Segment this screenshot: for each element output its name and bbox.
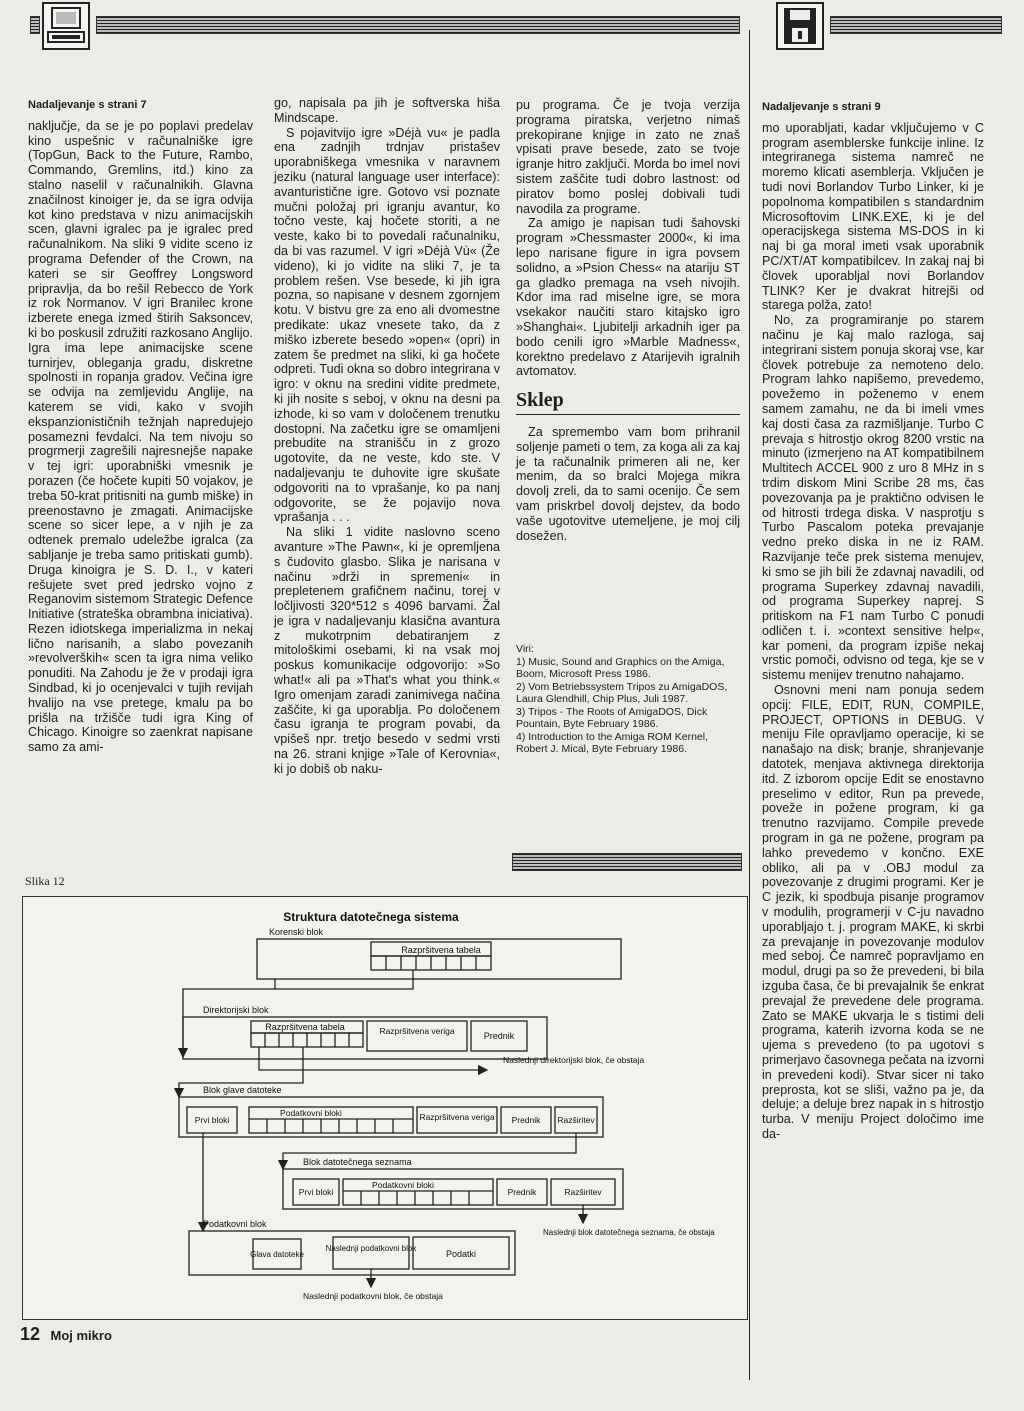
first-blocks-label: Prvi bloki <box>298 1187 334 1197</box>
ext-block-label: Blok datotečnega seznama <box>303 1157 412 1167</box>
column-1 <box>28 98 253 755</box>
hash-chain-label: Razpršitvena veriga <box>379 1026 455 1036</box>
column-2 <box>274 96 500 777</box>
end-bar <box>512 853 742 871</box>
data-block-label: Podatkovni blok <box>203 1219 267 1229</box>
hash-table-label: Razpršitvena tabela <box>265 1022 345 1032</box>
references <box>516 643 740 756</box>
dir-block-label: Direktorijski blok <box>203 1005 269 1015</box>
root-block-label: Korenski blok <box>269 927 324 937</box>
first-blocks-label: Prvi bloki <box>194 1115 230 1125</box>
page-footer <box>20 1324 112 1345</box>
parent-label: Prednik <box>511 1115 541 1125</box>
column-divider <box>749 30 750 1380</box>
paragraph: pu programa. Če je tvoja verzija programa piratska, verjetno nimaš prekopirane knjige in zato ne znaš vpisati prave besede, zato se tvoje igranje hitro zaključi. Morda bo imel novi sistem zaščite tudi dobro lastnost: od piratov bomo poslej dobivali tudi navodila za programe. <box>516 98 740 216</box>
diagram-svg <box>23 897 747 1319</box>
data-blocks-label: Podatkovni bloki <box>372 1180 434 1190</box>
magazine-name: Moj mikro <box>50 1328 112 1343</box>
column-4 <box>762 100 984 1142</box>
section-title: Sklep <box>516 389 564 412</box>
file-header-label: Glava datoteke <box>250 1250 304 1259</box>
paragraph: S pojavitvijo igre »Déjà vu« je padla ena zadnjih trdnjav pristašev uporabniškega vmesnika v naravnem jeziku (natural language user interface): avanturistične igre. Gotovo vsi poznate mučni položaj pri igranju avantur, ko točno veste, kaj hočete storiti, a ne veste, kako bi to povedali računalniku, da bi vas razumel. V igri »Déjà Vù« (Že videno), ki jo vidite na sliki 7, je ta problem rešen. Vse besede, ki jih igra pozna, so napisane v desnem zgornjem kotu. V bistvu gre za eno ali dvomestne predikate: ukaz vnesete tako, da z miško izberete besedo »open« (opri) in zatem še predmet na sliki, ki ga hočete odpreti. Tudi okna so dobro integrirana v igro: v oknu na sredini vidite predmete, ki jih nosite s seboj, v oknu na desni pa izhode, ki so vam v določenem trenutku dostopni. Na začetku igre se omamljeni prebudite na stranišču in z grozo ugotovite, da ne veste, kdo ste. V nadaljevanju te duhovite igre skušate odgovoriti na to vprašanje, ko pa nanj odgovorite, se že pojavijo nova vprašanja . . . <box>274 125 500 525</box>
continued-from-label: Nadaljevanje s strani 9 <box>762 101 881 113</box>
paragraph: go, napisala pa jih je softverska hiša Mindscape. <box>274 96 500 125</box>
parent-label: Prednik <box>507 1187 537 1197</box>
data-blocks-label: Podatkovni bloki <box>280 1108 342 1118</box>
paragraph: Osnovni meni nam ponuja sedem opcij: FILE, EDIT, RUN, COMPILE, PROJECT, OPTIONS in DEBUG. V meniju File opravljamo operacije, ki se nanašajo na disk; branje, shranjevanje datotek, menjava aktivnega direktorija itd. Z izborom opcije Edit se enostavno preselimo v editor, Run pa prevede, poveže in požene program, ki ga trenutno razvijamo. Compile prevede program in ga ne požene, program pa lahko prevedemo v končno. EXE obliko, ali pa v .OBJ modul za povezovanje z drugimi programi. Ker je C jezik, ki spodbuja pisanje programov v modulih, programerji v C-ju navadno uporabljajo t. j. program MAKE, ki skrbi za prevajanje in povezovanje modulov med seboj. Če namreč popravljamo en modul, drugi pa so že prevedeni, bi bila izguba časa, če bi prevajalnik še enkrat prevajal že prevedene dele programa. Zato se MAKE ukvarja le s tistimi deli programa, katerih izvorna koda se ne ujema s prevedeno (to pa ugotovi s primerjavo časovnega pečata na izvorni in prevedeni kodi). Stvar sicer ni tako preprosta, kot se sliši, važno pa je, da deluje; a deluje brez napak in s hitrostjo turba. V meniju Project določimo ime da- <box>762 683 984 1141</box>
header-bar-right <box>830 16 1002 34</box>
extension-label: Razširitev <box>564 1187 602 1197</box>
paragraph: Na sliki 1 vidite naslovno sceno avanture »The Pawn«, ki je opremljena s čudovito glasbo. Slika je narisana v načinu »drži in spremeni« in prepletenem grafičnem načinu, torej v ločljivosti 320*512 s 4096 barvami. Žal je igra v nadaljevanju klasična avantura z mukotrpnim debatiranjem z mitološkimi osebami, ki na vsak moj poskus komunikacije odgovorijo: »So what!« ali pa »That's what you think.« Igro omenjam zaradi zanimivega načina zaščite, ki ga uporablja. Po določenem času igranja te program povabi, da vpišeš npr. tretjo besedo v sedmi vrsti na 26. strani knjige »Tale of Kerovnia«, ki jo dobiš ob naku- <box>274 525 500 776</box>
references-title: Viri: <box>516 643 534 656</box>
next-list-label: Naslednji blok datotečnega seznama, če obstaja <box>543 1228 715 1237</box>
filesystem-diagram <box>22 896 748 1320</box>
paragraph: Za amigo je napisan tudi šahovski program »Chessmaster 2000«, ki ima lepo narisane figure in igra povsem solidno, a »Psion Chess« na atariju ST ga gladko premaga na vseh nivojih. Kdor ima rad miselne igre, se mora vsekakor naučiti staro kitajsko igro »Shanghai«. Ljubitelji arkadnih iger pa bodo cenili igro »Marble Madness«, korektno predelavo z Atarijevih igralnih avtomatov. <box>516 216 740 379</box>
data-label: Podatki <box>445 1249 477 1259</box>
computer-icon <box>42 2 90 50</box>
hash-table-label: Razpršitvena tabela <box>401 945 481 955</box>
reference-item: 3) Tripos - The Roots of AmigaDOS, Dick Pountain, Byte February 1986. <box>516 705 708 731</box>
paragraph: naključje, da se je po poplavi predelav kino uspešnic v računalniške igre (TopGun, Back to the Future, Rambo, Commando, Gremlins, itd.) kino za stalno naselil v računalnikih. Glavna značilnost kinoiger je, da se igra odvija kot kino predstava v nizu animacijskih scen, glavni igralec pa je igralec pred računalnikom. Na sliki 9 vidite sceno iz programa Defender of the Crown, na kateri se sir Geoffrey Longsword pripravlja, da bo rešil Rebecco de York iz rok Normanov. V igri Branilec krone izberete enega izmed štirih Saksoncev, ki bo poskusil združiti razkosano Anglijo. Igra ima lepe animacijske scene turnirjev, obleganja gradu, diskretne spolnosti in ropanja gradov. Večina igre se odvija na zemljevidu Anglije, na katerem se vidi, kako v svojih ekspanzionističnih težnjah napredujejo posamezni fevdalci. Na tem nivoju so progrmerji zagrešili najresnejše napake v tej igri: uporabniški vmesnik je porazen (če hočete kupiti 50 vojakov, je treba 50-krat pritisniti na gumb miške) in preenostavno je zmagati. Animacijske scene so sicer lepe, a v njih je za odtenek premalo udeležbe igralca (za sabljanje je treba samo pritiskati gumb). Druga kinoigra je S. D. I., v kateri rešujete svet pred jedrsko vojno z Reganovim sistemom Strategic Defence Initiative (strateška obrambna iniciativa). Rezen idiotskega imperializma in nekaj lično narisanih, a slabo povezanih »revolverških« scen ta igra nima veliko ponuditi. Na Zahodu je že v prodaji igra Sindbad, ki jo ocenjevalci v tujih revijah hvalijo na vse pretege, kmalu pa bo prišla na tržišče tudi igra King of Chicago. Kinoigre so zaenkrat napisane samo za ami- <box>28 118 253 755</box>
next-data-label: Naslednji podatkovni blok, če obstaja <box>303 1291 443 1301</box>
header-bar-left <box>96 16 740 34</box>
parent-label: Prednik <box>483 1031 515 1041</box>
extension-label: Razširitev <box>557 1115 595 1125</box>
header-bar-left-stub <box>30 16 40 34</box>
reference-item: 2) Vom Betriebssystem Tripos zu AmigaDOS, Laura Glendhill, Chip Plus, Juli 1987. <box>516 680 728 706</box>
continued-from-label: Nadaljevanje s strani 7 <box>28 99 147 111</box>
section-divider <box>516 414 740 415</box>
column-3 <box>516 98 740 756</box>
next-dir-label: Naslednji direktorijski blok, če obstaja <box>503 1055 645 1065</box>
page-number: 12 <box>20 1324 41 1344</box>
next-data-short-label: Naslednji podatkovni blok <box>325 1244 417 1253</box>
floppy-disk-icon <box>776 2 824 50</box>
paragraph: No, za programiranje po starem načinu je kaj malo razloga, saj integrirani sistem ponuja skoraj vse, kar človek potrebuje za nemoteno delo. Program lahko napišemo, prevedemo, povežemo in poženemo v enem samem zamahu, ne da bi imeli vmes kaj dosti časa za razmišljanje. Turbo C prevaja s hitrostjo okrog 8200 vrstic na minuto (izmerjeno na AT kompatibilnem Multitech ACCEL 900 z uro 8 MHz in s trdim diskom Mini Scribe 28 ms, čas povezovanja pa je praktično odvisen le od hitrosti trdega diska. V nasprotju s Turbo Pascalom poteka prevajanje vedno preko diska in ne iz RAM. Razvijanje teče prek sistema menujev, ki smo se jih bili že zdavnaj navadili, od programa Superkey zdavnaj navadili, od programa Superkey naprej. S pritiskom na F1 nam Turbo C ponudi odličen t. i. »context sensitive help«, kar pomeni, da program izpiše nekaj vrstic pomoči, odvisno od tega, kje se v sistemu menijev trenutno nahajamo. <box>762 313 984 683</box>
figure-caption: Slika 12 <box>25 874 65 888</box>
header-block-label: Blok glave datoteke <box>203 1085 282 1095</box>
paragraph: mo uporabljati, kadar vključujemo v C program asemblerske funkcije inline. Iz integriranega sistema namreč ne moremo klicati asemblerja. Vključen je tudi novi Borlandov Turbo Linker, ki je popolnoma kompatibilen s standardnim Microsoftovim LINK.EXE, ki je del operacijskega sistema MS-DOS in ki naj bi ga moral imeti vsak uporabnik PC/XT/AT kompatibilcev. In zakaj naj bi človek uporabljal novi Borlandov TLINK? Ker je dvakrat hitrejši od starega polža, zato! <box>762 120 984 313</box>
paragraph: Za spremembo vam bom prihranil soljenje pameti o tem, za koga ali za kaj je ta računalnik primeren ali ne, ker menim, da so bralci Mojega mikra dovolj zreli, da to sami ocenijo. Če sem vam priskrbel dovolj dejstev, da bodo vaše ugotovitve utemeljene, je moj cilj dosežen. <box>516 424 740 543</box>
diagram-title: Struktura datotečnega sistema <box>283 910 459 924</box>
hash-chain-label: Razpršitvena veriga <box>419 1112 495 1122</box>
reference-item: 4) Introduction to the Amiga ROM Kernel, Robert J. Mical, Byte February 1986. <box>516 730 709 756</box>
reference-item: 1) Music, Sound and Graphics on the Amiga, Boom, Microsoft Press 1986. <box>516 655 725 681</box>
